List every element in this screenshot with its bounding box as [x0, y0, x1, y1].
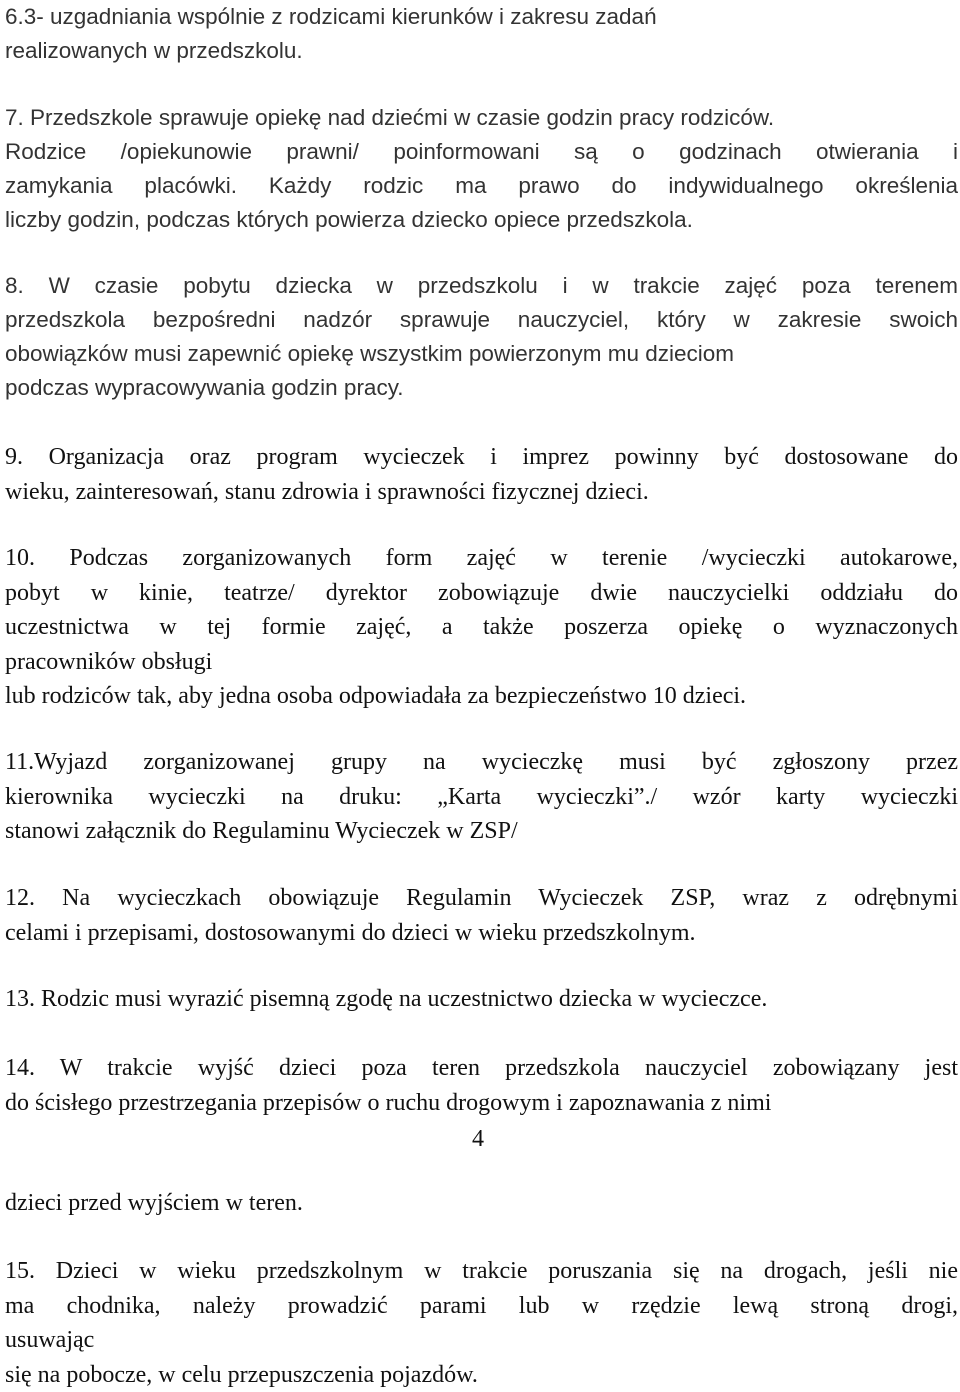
text-line: celami i przepisami, dostosowanymi do dzieci w wieku przedszkolnym.	[5, 916, 958, 951]
text-line: lub rodziców tak, aby jedna osoba odpowiadała za bezpieczeństwo 10 dzieci.	[5, 679, 958, 714]
text-line: 15. Dzieci w wieku przedszkolnym w trakcie poruszania się na drogach, jeśli nie	[5, 1254, 958, 1289]
text-line: realizowanych w przedszkolu.	[5, 34, 958, 68]
paragraph-8	[5, 269, 958, 405]
text-line: kierownika wycieczki na druku: „Karta wycieczki”./ wzór karty wycieczki	[5, 780, 958, 815]
paragraph-14-continued	[5, 1186, 958, 1221]
paragraph-11	[5, 745, 958, 849]
page-number: 4	[472, 1124, 484, 1154]
text-line: zamykania placówki. Każdy rodzic ma prawo do indywidualnego określenia	[5, 169, 958, 203]
text-line: 8. W czasie pobytu dziecka w przedszkolu i w trakcie zajęć poza terenem	[5, 269, 958, 303]
text-line: 13. Rodzic musi wyrazić pisemną zgodę na uczestnictwo dziecka w wycieczce.	[5, 982, 958, 1017]
paragraph-10	[5, 541, 958, 714]
text-line: Rodzice /opiekunowie prawni/ poinformowani są o godzinach otwierania i	[5, 135, 958, 169]
text-line: 14. W trakcie wyjść dzieci poza teren przedszkola nauczyciel zobowiązany jest	[5, 1051, 958, 1086]
text-line: do ścisłego przestrzegania przepisów o ruchu drogowym i zapoznawania z nimi	[5, 1086, 958, 1121]
paragraph-15	[5, 1254, 958, 1392]
text-line: się na pobocze, w celu przepuszczenia pojazdów.	[5, 1358, 958, 1392]
text-line: ma chodnika, należy prowadzić parami lub w rzędzie lewą stroną drogi,	[5, 1289, 958, 1324]
paragraph-6-3	[5, 0, 958, 68]
text-line: dzieci przed wyjściem w teren.	[5, 1186, 958, 1221]
text-line: liczby godzin, podczas których powierza dziecko opiece przedszkola.	[5, 203, 958, 237]
text-line: 7. Przedszkole sprawuje opiekę nad dziećmi w czasie godzin pracy rodziców.	[5, 101, 958, 135]
text-line: wieku, zainteresowań, stanu zdrowia i sprawności fizycznej dzieci.	[5, 475, 958, 510]
text-line: 12. Na wycieczkach obowiązuje Regulamin Wycieczek ZSP, wraz z odrębnymi	[5, 881, 958, 916]
text-line: 10. Podczas zorganizowanych form zajęć w terenie /wycieczki autokarowe,	[5, 541, 958, 576]
text-line: pracowników obsługi	[5, 645, 958, 680]
text-line: stanowi załącznik do Regulaminu Wycieczek w ZSP/	[5, 814, 958, 849]
text-line: 6.3- uzgadniania wspólnie z rodzicami kierunków i zakresu zadań	[5, 0, 958, 34]
paragraph-14	[5, 1051, 958, 1120]
text-line: obowiązków musi zapewnić opiekę wszystkim powierzonym mu dzieciom	[5, 337, 958, 371]
text-line: przedszkola bezpośredni nadzór sprawuje nauczyciel, który w zakresie swoich	[5, 303, 958, 337]
text-line: uczestnictwa w tej formie zajęć, a także poszerza opiekę o wyznaczonych	[5, 610, 958, 645]
paragraph-12	[5, 881, 958, 950]
paragraph-7	[5, 101, 958, 237]
text-line: usuwając	[5, 1323, 958, 1358]
text-line: pobyt w kinie, teatrze/ dyrektor zobowiązuje dwie nauczycielki oddziału do	[5, 576, 958, 611]
text-line: podczas wypracowywania godzin pracy.	[5, 371, 958, 405]
paragraph-13	[5, 982, 958, 1017]
text-line: 11.Wyjazd zorganizowanej grupy na wycieczkę musi być zgłoszony przez	[5, 745, 958, 780]
text-line: 9. Organizacja oraz program wycieczek i imprez powinny być dostosowane do	[5, 440, 958, 475]
paragraph-9	[5, 440, 958, 509]
